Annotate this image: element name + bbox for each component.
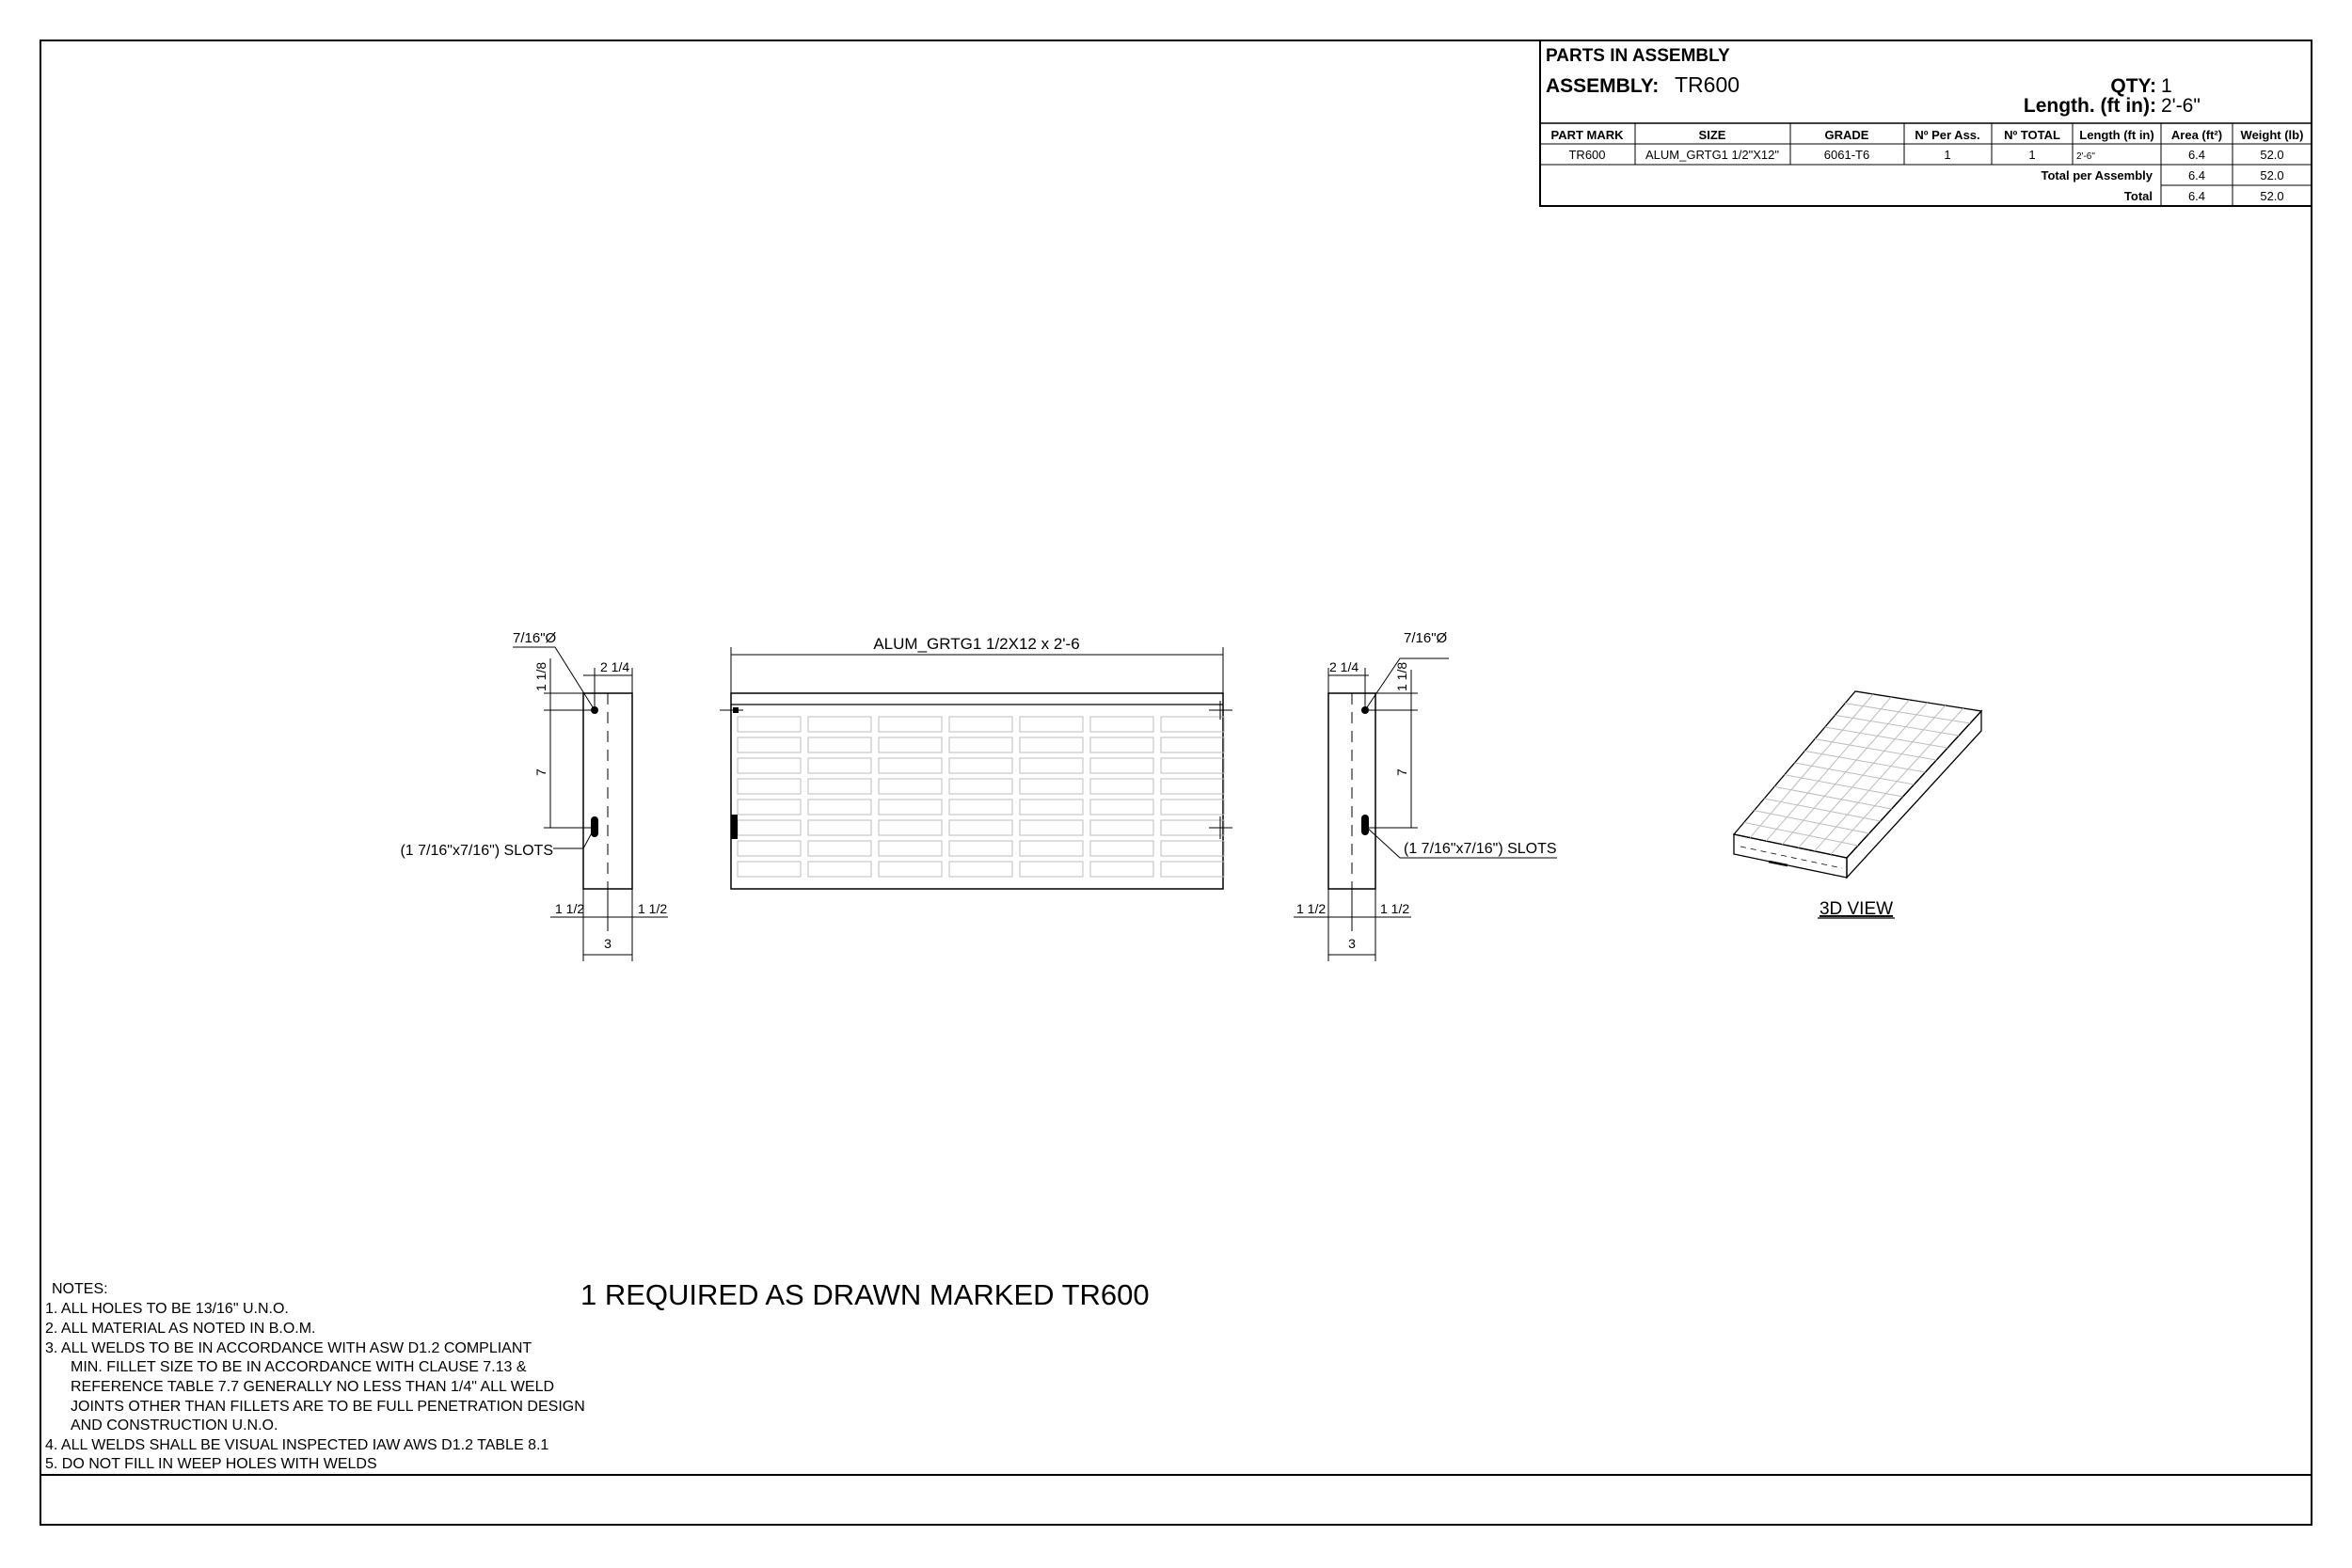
bom-length-label: Length. (ft in): — [2023, 95, 2156, 117]
left-dim-top: 1 1/8 — [533, 661, 548, 691]
grating-cell — [1161, 737, 1224, 752]
iso-grating-line — [1815, 739, 1936, 760]
grating-cell — [949, 758, 1012, 773]
bom-qty-label: QTY: — [2110, 75, 2156, 97]
iso-grating-line — [1764, 799, 1881, 821]
grating-cell — [879, 779, 942, 794]
right-end-view — [1294, 630, 1557, 961]
grating-cell — [738, 717, 801, 732]
grating-cell — [738, 841, 801, 856]
grating-cell — [1161, 779, 1224, 794]
note-line: MIN. FILLET SIZE TO BE IN ACCORDANCE WITH CLAUSE 7.13 & — [71, 1359, 527, 1375]
grating-cell — [1020, 758, 1083, 773]
iso-grating-line — [1782, 700, 1909, 845]
right-slot — [1361, 815, 1369, 835]
bom-cell-weight: 52.0 — [2260, 148, 2284, 162]
note-line: 2. ALL MATERIAL AS NOTED IN B.O.M. — [45, 1321, 316, 1337]
note-line: JOINTS OTHER THAN FILLETS ARE TO BE FULL PENETRATION DESIGN — [71, 1399, 585, 1415]
notes-title: NOTES: — [52, 1281, 108, 1297]
sheet-border — [40, 40, 2312, 1525]
left-dim-left: 1 1/2 — [555, 901, 585, 916]
grating-cell — [738, 779, 801, 794]
bom-total-area: 6.4 — [2187, 189, 2206, 203]
grating-cell — [808, 820, 871, 835]
bom-table — [1540, 40, 2312, 206]
grating-cell — [949, 820, 1012, 835]
grating-cell — [1020, 779, 1083, 794]
grating-cell — [879, 758, 942, 773]
grating-cell — [738, 862, 801, 877]
grating-cell — [949, 737, 1012, 752]
left-dim-width-top: 2 1/4 — [600, 659, 630, 674]
grating-cell — [949, 800, 1012, 815]
right-dim-spacing: 7 — [1394, 768, 1409, 776]
grating-cell — [738, 820, 801, 835]
bom-cell-total: 1 — [2028, 148, 2036, 162]
left-dim-width: 3 — [604, 936, 612, 951]
iso-grating-line — [1755, 811, 1869, 833]
grating-cell — [879, 862, 942, 877]
bom-total-per-assembly-weight: 52.0 — [2260, 168, 2284, 182]
grating-cell — [1090, 862, 1153, 877]
grating-cell — [1020, 800, 1083, 815]
grating-cell — [1090, 717, 1153, 732]
iso-grating-line — [1804, 751, 1925, 772]
grating-cell — [1161, 841, 1224, 856]
bom-cell-per-ass: 1 — [1944, 148, 1951, 162]
bom-header-total: Nº TOTAL — [2004, 128, 2060, 142]
note-line: 3. ALL WELDS TO BE IN ACCORDANCE WITH ASW D1.2 COMPLIANT — [45, 1340, 532, 1356]
required-note: 1 REQUIRED AS DRAWN MARKED TR600 — [580, 1278, 1150, 1311]
right-slots-label: (1 7/16"x7/16") SLOTS — [1404, 841, 1557, 857]
note-line: 4. ALL WELDS SHALL BE VISUAL INSPECTED IAW AWS D1.2 TABLE 8.1 — [45, 1437, 549, 1453]
left-dim-spacing: 7 — [533, 768, 548, 776]
bom-length-value: 2'-6" — [2161, 95, 2201, 117]
right-dim-right: 1 1/2 — [1380, 901, 1410, 916]
grating-cell — [1020, 820, 1083, 835]
grating-cell — [879, 717, 942, 732]
grating-cell — [1090, 758, 1153, 773]
left-hole-dia: 7/16"Ø — [513, 630, 557, 646]
grating-cell — [738, 800, 801, 815]
grating-cell — [1161, 758, 1224, 773]
note-line: REFERENCE TABLE 7.7 GENERALLY NO LESS THAN 1/4" ALL WELD — [71, 1379, 555, 1395]
grating-cell — [808, 717, 871, 732]
iso-grating-line — [1774, 786, 1892, 809]
left-dim-right: 1 1/2 — [638, 901, 668, 916]
grating-cell — [1161, 862, 1224, 877]
note-line: 1. ALL HOLES TO BE 13/16" U.N.O. — [45, 1301, 289, 1317]
iso-grating-line — [1795, 763, 1915, 784]
left-end-view — [400, 630, 668, 961]
note-line: 5. DO NOT FILL IN WEEP HOLES WITH WELDS — [45, 1456, 377, 1472]
bom-total-label: Total — [2123, 189, 2153, 203]
right-dim-left: 1 1/2 — [1296, 901, 1327, 916]
bom-header-size: SIZE — [1698, 128, 1726, 142]
iso-grating-line — [1831, 708, 1963, 854]
front-view — [720, 635, 1232, 889]
bom-title: PARTS IN ASSEMBLY — [1546, 46, 1730, 66]
bom-header-area: Area (ft²) — [2170, 128, 2223, 142]
grating-pattern — [738, 717, 1224, 877]
right-dim-width-top: 2 1/4 — [1329, 659, 1359, 674]
iso-grating-line — [1815, 705, 1946, 851]
bom-cell-area: 6.4 — [2187, 148, 2206, 162]
grating-cell — [1090, 779, 1153, 794]
grating-cell — [949, 841, 1012, 856]
grating-cell — [1090, 820, 1153, 835]
grating-cell — [1090, 841, 1153, 856]
iso-grating-line — [1744, 822, 1858, 846]
grating-cell — [738, 758, 801, 773]
grating-cell — [879, 841, 942, 856]
general-notes — [45, 1281, 585, 1472]
right-hole-dia: 7/16"Ø — [1404, 630, 1448, 646]
bom-header-per-ass: Nº Per Ass. — [1915, 128, 1980, 142]
grating-cell — [808, 862, 871, 877]
grating-cell — [808, 779, 871, 794]
bom-header-weight: Weight (lb) — [2240, 128, 2304, 142]
bom-assembly-value: TR600 — [1675, 72, 1740, 97]
right-dim-width: 3 — [1348, 936, 1356, 951]
iso-grating-line — [1785, 775, 1903, 797]
grating-cell — [949, 862, 1012, 877]
left-slot — [591, 816, 598, 837]
grating-cell — [808, 800, 871, 815]
grating-cell — [879, 820, 942, 835]
grating-cell — [1020, 841, 1083, 856]
iso-grating-line — [1825, 727, 1948, 748]
grating-cell — [879, 800, 942, 815]
right-dim-top: 1 1/8 — [1394, 661, 1409, 691]
bom-header-part-mark: PART MARK — [1550, 128, 1624, 142]
bom-assembly-label: ASSEMBLY: — [1546, 75, 1660, 97]
note-line: AND CONSTRUCTION U.N.O. — [71, 1418, 278, 1433]
left-slots-label: (1 7/16"x7/16") SLOTS — [400, 843, 553, 859]
grating-cell — [808, 737, 871, 752]
grating-cell — [1020, 862, 1083, 877]
grating-cell — [1020, 717, 1083, 732]
bom-total-weight: 52.0 — [2260, 189, 2284, 203]
front-view-label: ALUM_GRTG1 1/2X12 x 2'-6 — [873, 635, 1080, 653]
grating-cell — [1161, 800, 1224, 815]
iso-grating-line — [1799, 703, 1928, 847]
bom-qty-value: 1 — [2161, 75, 2172, 97]
isometric-3d-view — [1734, 691, 1981, 919]
view-3d-label: 3D VIEW — [1819, 899, 1894, 919]
bom-total-per-assembly-label: Total per Assembly — [2041, 168, 2153, 182]
grating-cell — [949, 717, 1012, 732]
grating-cell — [808, 841, 871, 856]
grating-cell — [1090, 800, 1153, 815]
grating-cell — [879, 737, 942, 752]
bom-cell-size: ALUM_GRTG1 1/2"X12" — [1645, 148, 1779, 162]
grating-cell — [1020, 737, 1083, 752]
bom-total-per-assembly-area: 6.4 — [2187, 168, 2206, 182]
bom-cell-length: 2'-6" — [2076, 151, 2095, 162]
bom-header-grade: GRADE — [1824, 128, 1869, 142]
grating-cell — [949, 779, 1012, 794]
grating-cell — [738, 737, 801, 752]
bom-cell-part-mark: TR600 — [1568, 148, 1606, 162]
bom-header-length: Length (ft in) — [2079, 128, 2154, 142]
grating-cell — [1161, 717, 1224, 732]
isometric-grating-pattern — [1744, 694, 1970, 854]
grating-cell — [808, 758, 871, 773]
grating-cell — [1090, 737, 1153, 752]
bom-cell-grade: 6061-T6 — [1823, 148, 1870, 162]
